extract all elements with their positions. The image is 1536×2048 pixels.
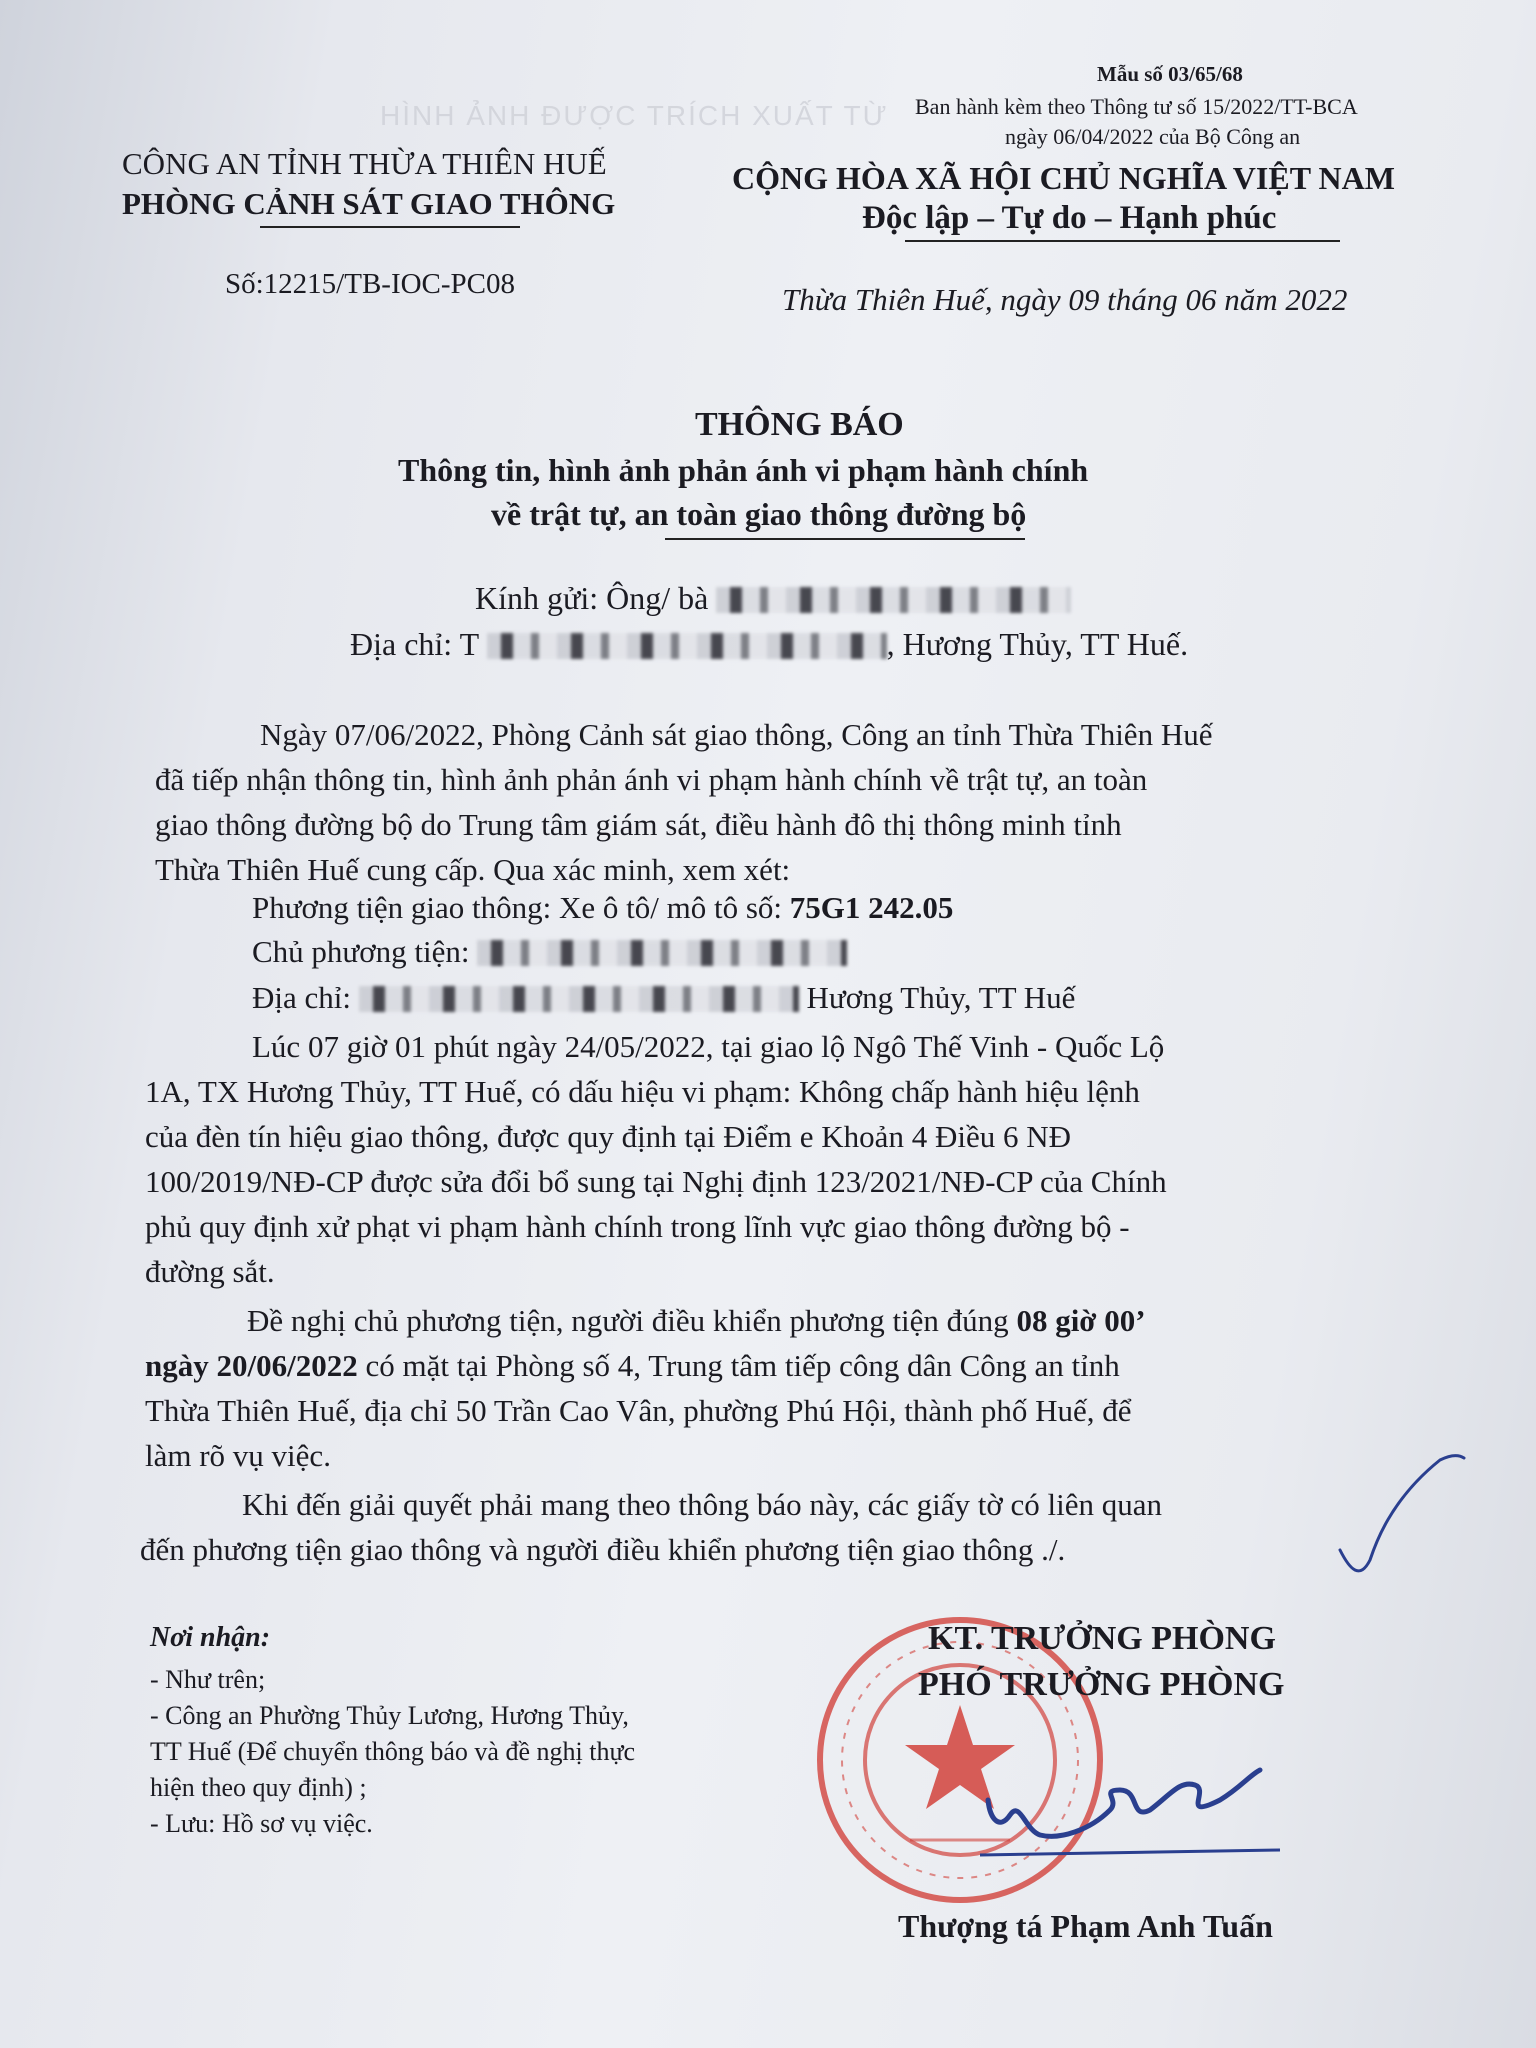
recipient-item: hiện theo quy định) ; bbox=[150, 1773, 367, 1802]
agency-parent: CÔNG AN TỈNH THỪA THIÊN HUẾ bbox=[122, 146, 607, 181]
doc-number: Số:12215/TB-IOC-PC08 bbox=[225, 268, 516, 300]
appointment-time: 08 giờ 00’ bbox=[1016, 1303, 1146, 1338]
title-underline bbox=[665, 538, 1025, 540]
place-date: Thừa Thiên Huế, ngày 09 tháng 06 năm 2022 bbox=[782, 282, 1348, 317]
owner-address-label: Địa chỉ: bbox=[252, 980, 351, 1015]
paragraph-3-text: có mặt tại Phòng số 4, Trung tâm tiếp công dân Công an tỉnh bbox=[365, 1348, 1120, 1383]
faint-watermark: HÌNH ẢNH ĐƯỢC TRÍCH XUẤT TỪ bbox=[380, 100, 889, 131]
recipients-heading: Nơi nhận: bbox=[150, 1622, 271, 1653]
recipient-greeting-label: Kính gửi: Ông/ bà bbox=[475, 580, 709, 616]
paragraph-2-line: phủ quy định xử phạt vi phạm hành chính trong lĩnh vực giao thông đường bộ - bbox=[145, 1209, 1130, 1244]
redacted-address bbox=[487, 633, 887, 659]
agency-name: PHÒNG CẢNH SÁT GIAO THÔNG bbox=[122, 186, 616, 221]
recipient-address-label: Địa chỉ: T bbox=[350, 626, 479, 662]
notice-subtitle-2: về trật tự, an toàn giao thông đường bộ bbox=[491, 496, 1027, 532]
paragraph-3-line bbox=[145, 1298, 1475, 1343]
recipient-item: TT Huế (Để chuyển thông báo và đề nghị thực bbox=[150, 1737, 636, 1766]
paragraph-3-text: Đề nghị chủ phương tiện, người điều khiển phương tiện đúng bbox=[247, 1303, 1009, 1338]
paragraph-4 bbox=[140, 1482, 1480, 1572]
recipient-item: - Lưu: Hồ sơ vụ việc. bbox=[150, 1809, 373, 1838]
paragraph-1-line: Thừa Thiên Huế cung cấp. Qua xác minh, xem xét: bbox=[155, 852, 791, 887]
paragraph-1-line: đã tiếp nhận thông tin, hình ảnh phản ánh vi phạm hành chính về trật tự, an toàn bbox=[155, 762, 1148, 797]
redacted-owner bbox=[477, 940, 847, 966]
form-issued-line2: ngày 06/04/2022 của Bộ Công an bbox=[1005, 124, 1301, 149]
paragraph-2-line: Lúc 07 giờ 01 phút ngày 24/05/2022, tại giao lộ Ngô Thế Vinh - Quốc Lộ bbox=[252, 1029, 1165, 1064]
paragraph-4-line: đến phương tiện giao thông và người điều khiển phương tiện giao thông ./. bbox=[140, 1532, 1066, 1567]
paragraph-2-line: đường sắt. bbox=[145, 1254, 275, 1289]
motto-underline bbox=[905, 240, 1340, 242]
form-number: Mẫu số 03/65/68 bbox=[1097, 62, 1243, 86]
paragraph-2 bbox=[145, 1024, 1465, 1294]
recipient-address bbox=[350, 626, 1188, 663]
recipient-item: - Công an Phường Thủy Lương, Hương Thủy, bbox=[150, 1701, 629, 1730]
vehicle-line bbox=[252, 890, 953, 926]
recipient-greeting bbox=[475, 580, 1071, 617]
paragraph-3 bbox=[145, 1298, 1475, 1478]
owner-address-line bbox=[252, 980, 1075, 1016]
pen-check-mark bbox=[1330, 1440, 1470, 1580]
vehicle-label: Phương tiện giao thông: Xe ô tô/ mô tô số: bbox=[252, 890, 783, 925]
notice-title: THÔNG BÁO bbox=[695, 406, 904, 443]
nation-name: CỘNG HÒA XÃ HỘI CHỦ NGHĨA VIỆT NAM bbox=[732, 160, 1395, 196]
paragraph-3-line: làm rõ vụ việc. bbox=[145, 1438, 331, 1473]
paragraph-2-line: của đèn tín hiệu giao thông, được quy định tại Điểm e Khoản 4 Điều 6 NĐ bbox=[145, 1119, 1071, 1154]
notice-subtitle-1: Thông tin, hình ảnh phản ánh vi phạm hành chính bbox=[398, 452, 1089, 488]
signer-title-1: KT. TRƯỞNG PHÒNG bbox=[928, 1620, 1276, 1657]
form-issued-line1: Ban hành kèm theo Thông tư số 15/2022/TT-BCA bbox=[915, 94, 1358, 119]
agency-underline bbox=[260, 226, 520, 228]
owner-address-tail: Hương Thủy, TT Huế bbox=[806, 980, 1076, 1015]
paragraph-3-line: Thừa Thiên Huế, địa chỉ 50 Trần Cao Vân, phường Phú Hội, thành phố Huế, để bbox=[145, 1393, 1132, 1428]
owner-line bbox=[252, 934, 847, 970]
redacted-name bbox=[716, 587, 1071, 613]
paragraph-3-line bbox=[145, 1343, 1475, 1388]
paragraph-2-line: 100/2019/NĐ-CP được sửa đổi bổ sung tại Nghị định 123/2021/NĐ-CP của Chính bbox=[145, 1164, 1167, 1199]
owner-label: Chủ phương tiện: bbox=[252, 934, 470, 969]
signer-name: Thượng tá Phạm Anh Tuấn bbox=[898, 1908, 1273, 1944]
recipient-address-tail: , Hương Thủy, TT Huế. bbox=[886, 626, 1189, 662]
paragraph-4-line: Khi đến giải quyết phải mang theo thông báo này, các giấy tờ có liên quan bbox=[242, 1487, 1163, 1522]
recipient-item: - Như trên; bbox=[150, 1665, 266, 1694]
handwritten-signature bbox=[980, 1760, 1280, 1870]
paragraph-1 bbox=[155, 712, 1455, 892]
paragraph-2-line: 1A, TX Hương Thủy, TT Huế, có dấu hiệu vi phạm: Không chấp hành hiệu lệnh bbox=[145, 1074, 1140, 1109]
paragraph-1-line: giao thông đường bộ do Trung tâm giám sát, điều hành đô thị thông minh tỉnh bbox=[155, 807, 1122, 842]
signer-title-2: PHÓ TRƯỞNG PHÒNG bbox=[918, 1666, 1285, 1703]
recipients-list bbox=[150, 1662, 635, 1842]
appointment-date: ngày 20/06/2022 bbox=[145, 1348, 358, 1383]
redacted-owner-address bbox=[359, 986, 799, 1012]
paragraph-1-line: Ngày 07/06/2022, Phòng Cảnh sát giao thông, Công an tỉnh Thừa Thiên Huế bbox=[260, 717, 1213, 752]
vehicle-plate: 75G1 242.05 bbox=[789, 890, 954, 925]
nation-motto: Độc lập – Tự do – Hạnh phúc bbox=[862, 200, 1277, 236]
